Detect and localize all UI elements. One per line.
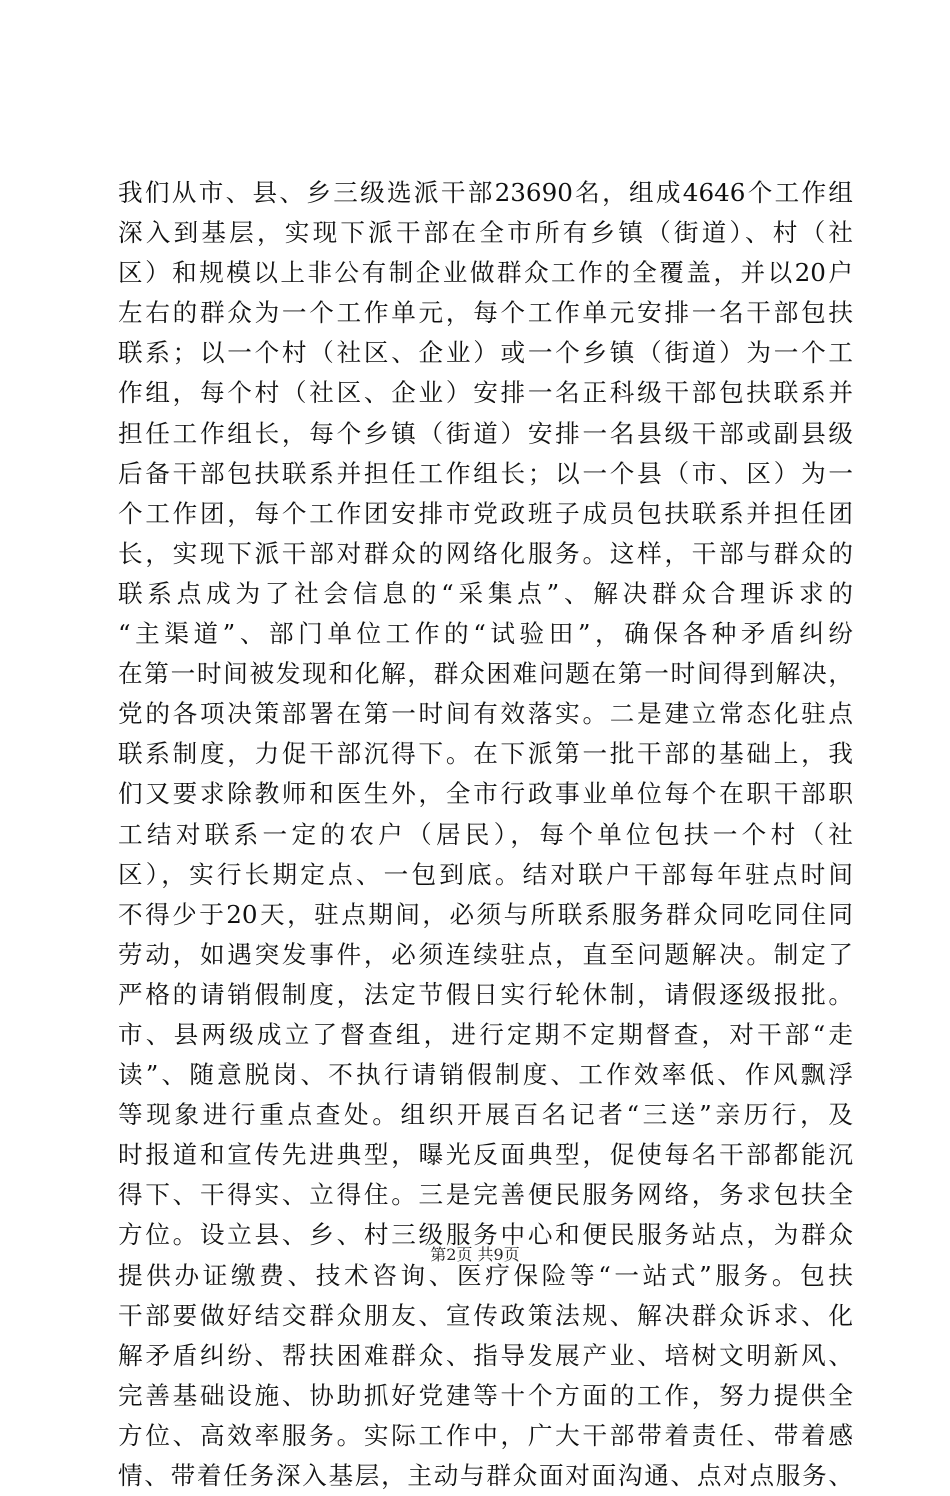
text-line: 严格的请销假制度，法定节假日实行轮休制，请假逐级报批。 (118, 979, 853, 1009)
text-line: 联系点成为了社会信息的“采集点”、解决群众合理诉求的 (118, 578, 853, 608)
text-line: 联系；以一个村（社区、企业）或一个乡镇（街道）为一个工 (118, 338, 853, 368)
text-line: 方位、高效率服务。实际工作中，广大干部带着责任、带着感 (118, 1420, 853, 1450)
text-line: 得下、干得实、立得住。三是完善便民服务网络，务求包扶全 (118, 1180, 853, 1210)
text-line: 提供办证缴费、技术咨询、医疗保险等“一站式”服务。包扶 (118, 1260, 853, 1290)
text-line: 作组，每个村（社区、企业）安排一名正科级干部包扶联系并 (118, 378, 853, 408)
text-line: 后备干部包扶联系并担任工作组长；以一个县（市、区）为一 (118, 458, 853, 488)
text-line: 完善基础设施、协助抓好党建等十个方面的工作，努力提供全 (118, 1380, 853, 1410)
text-line: 市、县两级成立了督查组，进行定期不定期督查，对干部“走 (118, 1019, 853, 1049)
text-line: 解矛盾纠纷、帮扶困难群众、指导发展产业、培树文明新风、 (118, 1340, 853, 1370)
text-line: 联系制度，力促干部沉得下。在下派第一批干部的基础上，我 (118, 739, 853, 769)
body-paragraph (118, 173, 853, 1496)
page-number-footer: 第2页 共9页 (430, 1245, 520, 1264)
text-line: 干部要做好结交群众朋友、宣传政策法规、解决群众诉求、化 (118, 1300, 853, 1330)
text-line: 长，实现下派干部对群众的网络化服务。这样，干部与群众的 (118, 538, 853, 568)
text-line: 方位。设立县、乡、村三级服务中心和便民服务站点，为群众 (118, 1220, 853, 1250)
text-line: 深入到基层，实现下派干部在全市所有乡镇（街道）、村（社 (118, 218, 853, 248)
text-line: 党的各项决策部署在第一时间有效落实。二是建立常态化驻点 (118, 699, 853, 729)
text-line: 担任工作组长，每个乡镇（街道）安排一名县级干部或副县级 (118, 418, 853, 448)
text-line: 在第一时间被发现和化解，群众困难问题在第一时间得到解决， (118, 659, 853, 689)
text-line: 时报道和宣传先进典型，曝光反面典型，促使每名干部都能沉 (118, 1140, 853, 1170)
text-line: 左右的群众为一个工作单元，每个工作单元安排一名干部包扶 (118, 298, 853, 328)
text-line: 劳动，如遇突发事件，必须连续驻点，直至问题解决。制定了 (118, 939, 853, 969)
text-line: 区），实行长期定点、一包到底。结对联户干部每年驻点时间 (118, 859, 853, 889)
text-line: 个工作团，每个工作团安排市党政班子成员包扶联系并担任团 (118, 498, 853, 528)
text-line: 等现象进行重点查处。组织开展百名记者“三送”亲历行，及 (118, 1100, 853, 1130)
text-line: 情、带着任务深入基层，主动与群众面对面沟通、点对点服务、 (118, 1461, 853, 1490)
text-line: 读”、随意脱岗、不执行请销假制度、工作效率低、作风飘浮 (118, 1060, 853, 1090)
text-line: 我们从市、县、乡三级选派干部23690名，组成4646个工作组 (118, 178, 853, 207)
text-line: 区）和规模以上非公有制企业做群众工作的全覆盖，并以20户 (118, 258, 853, 288)
text-line: 们又要求除教师和医生外，全市行政事业单位每个在职干部职 (118, 779, 853, 809)
text-line: 工结对联系一定的农户（居民），每个单位包扶一个村（社 (118, 819, 853, 849)
text-line: 不得少于20天，驻点期间，必须与所联系服务群众同吃同住同 (118, 899, 853, 929)
text-line: “主渠道”、部门单位工作的“试验田”，确保各种矛盾纠纷 (118, 619, 853, 649)
